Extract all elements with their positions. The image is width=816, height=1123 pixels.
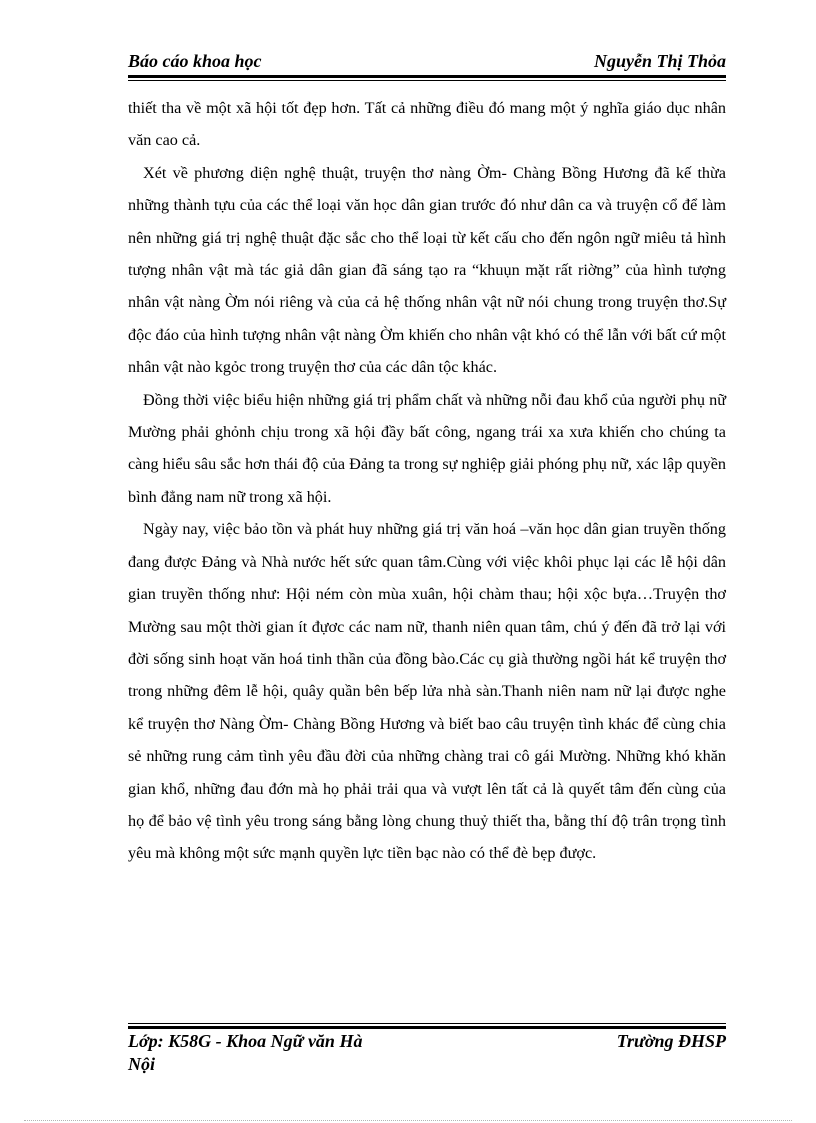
body-text — [128, 92, 726, 870]
header-author: Nguyễn Thị Thỏa — [593, 51, 726, 71]
footer-class-info: Lớp: K58G - Khoa Ngữ văn Hà Nội — [128, 1031, 363, 1074]
paragraph-artistic-aspect: Xét về phương diện nghệ thuật, truyện thơ nàng Ờm- Chàng Bồng Hương đã kế thừa những thành tựu của các thể loại văn học dân gian trước đó như dân ca và truyện cổ để làm nên những giá trị nghệ thuật đặc sắc cho thể loại từ kết cấu cho đến ngôn ngữ miêu tả hình tượng nhân vật mà tác giả dân gian đã sáng tạo ra “khuụn mặt rất riờng” của hình tượng nhân vật nàng Ờm nói riêng và của cả hệ thống nhân vật nữ nói chung trong truyện thơ.Sự độc đáo của hình tượng nhân vật nàng Ờm khiến cho nhân vật khó có thể lẫn với bất cứ một nhân vật nào kgỏc trong truyện thơ của các dân tộc khác. — [128, 163, 726, 377]
page-bottom-dotted-border — [24, 1120, 792, 1121]
footer-rule-thick — [128, 1026, 726, 1029]
footer-school: Trường ĐHSP — [616, 1031, 726, 1051]
header-left-title: Báo cáo khoa học — [128, 51, 262, 71]
paragraph-continuation: thiết tha về một xã hội tốt đẹp hơn. Tất cả những điều đó mang một ý nghĩa giáo dục nhân văn cao cả. — [128, 99, 726, 150]
header-rule-thin — [128, 80, 726, 81]
footer-rule-thin — [128, 1023, 726, 1024]
page-header — [128, 48, 726, 74]
header-rule-thick — [128, 75, 726, 78]
paragraph-women-values: Đồng thời việc biểu hiện những giá trị phẩm chất và những nỗi đau khổ của người phụ nữ Mường phải ghỏnh chịu trong xã hội đầy bất công, ngang trái xa xưa khiến cho chúng ta càng hiểu sâu sắc hơn thái độ của Đảng ta trong sự nghiệp giải phóng phụ nữ, xác lập quyền bình đẳng nam nữ trong xã hội. — [128, 390, 726, 506]
paragraph-preservation: Ngày nay, việc bảo tồn và phát huy những giá trị văn hoá –văn học dân gian truyền thống đang được Đảng và Nhà nước hết sức quan tâm.Cùng với việc khôi phục lại các lễ hội dân gian truyền thống như: Hội ném còn mùa xuân, hội chàm thau; hội xộc bựa…Truyện thơ Mường sau một thời gian ít đựơc các nam nữ, thanh niên quan tâm, chú ý đến đã trở lại với đời sống sinh hoạt văn hoá tinh thần của đồng bào.Các cụ già thường ngồi hát kể truyện thơ trong những đêm lễ hội, quây quần bên bếp lửa nhà sàn.Thanh niên nam nữ lại được nghe kể truyện thơ Nàng Ờm- Chàng Bồng Hương và biết bao câu truyện tình khác để cùng chia sẻ những rung cảm tình yêu đầu đời của những chàng trai cô gái Mường. Những khó khăn gian khổ, những đau đớn mà họ phải trải qua và vượt lên tất cả là quyết tâm đến cùng của họ để bảo vệ tình yêu trong sáng bằng lòng chung thuỷ thiết tha, bằng thí độ trân trọng tình yêu mà không một sức mạnh quyền lực tiền bạc nào có thể đè bẹp được. — [128, 520, 726, 863]
